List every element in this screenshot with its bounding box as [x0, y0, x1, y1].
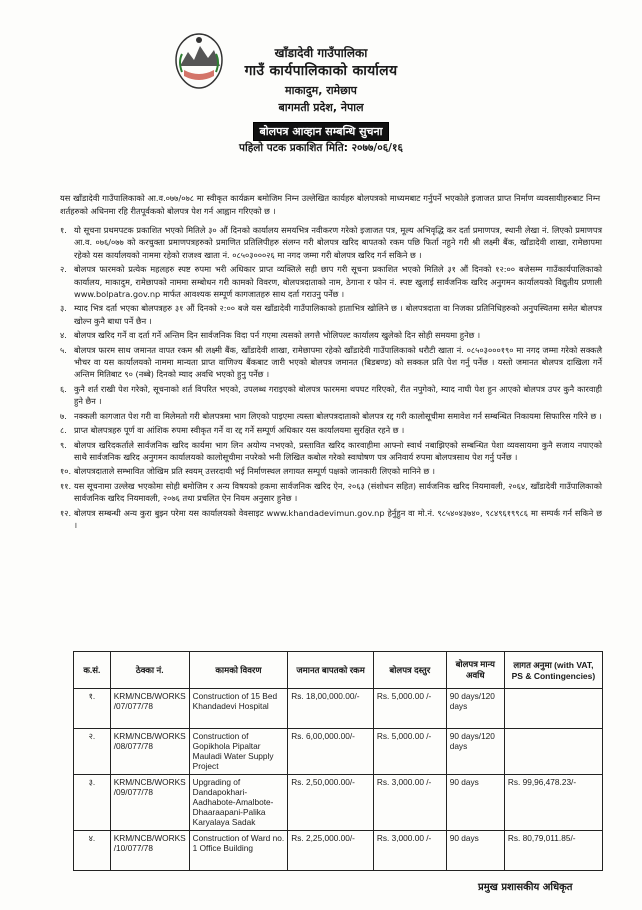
table-cell: Rs. 80,79,011.85/- [504, 831, 602, 871]
column-header: क.सं. [74, 652, 111, 689]
table-cell: Construction of Ward no. 1 Office Building [189, 831, 288, 871]
column-header: जमानत बापतको रकम [288, 652, 374, 689]
table-cell: Rs. 18,00,000.00/- [288, 689, 374, 729]
condition-number: १२. [60, 507, 72, 518]
condition-text: यो सूचना प्रथमपटक प्रकाशित भएको मितिले ३० औं दिनको कार्यालय समयभित्र नवीकरण गरेको इजाजत पत्र, मूल्य अभिवृद्धि कर दर्ता प्रमाणपत्र, स्थानी लेखा नं. लिएको प्रमाणपत्र आ.व. ०७६/०७७ को करचुक्ता प्रमाणपत्रहरुको प्रमाणित प्रतिलिपीहरु संलग्न गरी बोलपत्र खरिद बापतको रकम पछि फिर्ता नहुने गरी श्री लक्ष्मी बैंक, खाँडादेवी शाखा, रामेछापमा रहेको यस कार्यालयको नाममा रहेको राजश्व खाता नं. ०८५०३०००२६ मा नगद जम्मा गरी बोलपत्र खरिद गर्न सकिने छ । [74, 225, 602, 260]
condition-number: ६. [60, 383, 67, 394]
condition-text: यस सूचनामा उल्लेख भएकोमा सोही बमोजिम र अन्य विषयको हकमा सार्वजनिक खरिद ऐन, २०६३ (संशोधन सहित) सार्वजनिक खरिद नियमावली, २०६४, खाँडादेवी गाउँपालिकाको सार्वजनिक खरिद नियमावली, २०७६ तथा प्रचलित ऐन नियम अनुसार हुनेछ । [74, 480, 602, 504]
table-cell: Rs. 6,00,000.00/- [288, 729, 374, 775]
condition-item [60, 439, 602, 464]
condition-item [60, 480, 602, 505]
table-row [74, 831, 603, 871]
condition-number: १०. [60, 466, 72, 477]
table-row [74, 729, 603, 775]
table-cell: Construction of 15 Bed Khandadevi Hospital [189, 689, 288, 729]
condition-item [60, 424, 602, 436]
office-name: गाउँ कार्यपालिकाको कार्यालय [244, 63, 398, 79]
table-cell: Construction of Gopikhola Pipaltar Mauladi Water Supply Project [189, 729, 288, 775]
table-cell: 90 days/120 days [446, 729, 504, 775]
condition-text: बोलपत्र खरिदकर्ताले सार्वजनिक खरिद कार्यमा भाग लिन अयोग्य नभएको, प्रस्तावित खरिद कारवाहीमा आफ्नो स्वार्थ नबाझिएको सम्बन्धित पेशा व्यवसायमा कुनै सजाय नपाएको साथै सार्वजनिक खरिद अनुगमन कार्यालयको कालोसूचीमा नपरेको भनी लिखित कबोल गरेको स्वःघोषण पत्र अनिवार्य रुपमा बोलपत्रसाथ पेश गर्नु पर्नेछ । [74, 439, 602, 462]
condition-text: बोलपत्र फारम साथ जमानत वापत रकम श्री लक्ष्मी बैंक, खाँडादेवी शाखा, रामेछापमा रहेको खाँडादेवी गाउँपालिकाको धरौटी खाता नं. ०८५०३०००१९० मा नगद जम्मा गरेको सक्कलै भौचर वा यस कार्यालयको नाममा मान्यता प्राप्त वाणिज्य बैंकबाट जारी भएको बोलपत्र जमानत (बिडबण्ड) को सक्कल प्रति पेश गर्नु पर्नेछ । यस्तो जमानत बोलपत्र दाखिला गर्ने अन्तिम मितिबाट ९० (नब्बे) दिनको म्याद अवधि भएको हुनु पर्नेछ । [74, 344, 602, 380]
condition-item [60, 344, 602, 381]
table-cell: १. [74, 689, 111, 729]
table-cell: Rs. 3,000.00 /- [373, 831, 446, 871]
table-row [74, 775, 603, 831]
table-cell: ४. [74, 831, 111, 871]
condition-text: म्याद भित्र दर्ता भएका बोलपत्रहरु ३१ औं दिनको २:०० बजे यस खाँडादेवी गाउँपालिकाको हाताभित्र खोलिने छ । बोलपत्रदाता वा निजका प्रतिनिधिहरुको अनुपस्थितमा समेत बोलपत्र खोल्न कुनै बाधा पर्ने छैन । [74, 303, 602, 326]
condition-text: बोलपत्र खरिद गर्ने वा दर्ता गर्ने अन्तिम दिन सार्वजनिक विदा पर्न गएमा त्यसको लगत्तै भोलिपल्ट कार्यालय खुलेको दिन सोही समयमा हुनेछ । [74, 330, 481, 341]
column-header: लागत अनुमा (with VAT, PS & Contingencies) [504, 652, 602, 689]
notice-title: बोलपत्र आव्हान सम्बन्धि सुचना [253, 122, 390, 141]
condition-text: बोलपत्रदाताले सम्भावित जोखिम प्रति स्वयम् उत्तरदायी भई निर्माणस्थल लगायत सम्पूर्ण पक्षको जानकारी लिएको मानिने छ । [74, 466, 435, 477]
condition-item [60, 465, 602, 477]
table-cell: 90 days [446, 775, 504, 831]
condition-text: कुनै शर्त राखी पेश गरेको, सूचनाको शर्त विपरित भएको, उपलब्ध गराइएको बोलपत्र फारममा थपघट गरिएको, रीत नपुगेको, म्याद नाघी पेश हुन आएको बोलपत्र उपर कुनै कारवाही हुने छैन । [74, 383, 602, 407]
table-cell: KRM/NCB/WORKS /10/077/78 [110, 831, 189, 871]
publish-date: पहिलो पटक प्रकाशित मिति: २०७७/०६/१६ [239, 142, 403, 154]
table-cell: KRM/NCB/WORKS /09/077/78 [110, 775, 189, 831]
table-header-row [74, 652, 603, 689]
condition-number: ११. [60, 480, 72, 491]
condition-text: प्राप्त बोलपत्रहरु पूर्ण वा आंशिक रुपमा स्वीकृत गर्ने वा रद्द गर्ने सम्पूर्ण अधिकार यस कार्यालयमा सुरक्षित रहने छ । [74, 425, 405, 436]
column-header: बोलपत्र दस्तुर [373, 652, 446, 689]
condition-number: ९. [60, 439, 67, 450]
condition-number: ८. [60, 425, 67, 436]
table-cell: Rs. 5,000.00 /- [373, 689, 446, 729]
table-cell [504, 689, 602, 729]
table-cell: KRM/NCB/WORKS /08/077/78 [110, 729, 189, 775]
column-header: कामको विवरण [189, 652, 288, 689]
table-cell: Upgrading of Dandapokhari-Aadhabote-Amalbote-Dhaaraapani-Palika Karyalaya Sadak [189, 775, 288, 831]
province-name: बागमती प्रदेश, नेपाल [278, 101, 364, 114]
condition-item [60, 507, 602, 532]
condition-item [60, 410, 602, 422]
table-cell: Rs. 2,50,000.00/- [288, 775, 374, 831]
column-header: बोलपत्र मान्य अवधि [446, 652, 504, 689]
condition-number: ५. [60, 344, 67, 355]
table-cell [504, 729, 602, 775]
condition-text: बोलपत्र फारमको प्रत्येक महलहरु स्पष्ट रुपमा भरी अधिकार प्राप्त व्यक्तिले सही छाप गरी सूचना प्रकाशित भएको मितिले ३१ औं दिनको १२:०० बजेसम्म गाउँकार्यपालिकाको कार्यालय, माकादुम, रामेछापको नाममा सम्बोधन गरी कामको विवरण, बोलपत्रदाताको नाम, ठेगाना र फोन नं. स्पष्ट खुलाई सार्वजनिक खरिद अनुगमन कार्यालयको विद्युतीय प्रणाली www.bolpatra.gov.np मार्फत आवश्यक सम्पूर्ण कागजातहरु साथ दर्ता गराउनु पर्नेछ । [74, 264, 602, 300]
table-cell: 90 days [446, 831, 504, 871]
table-cell: Rs. 3,000.00 /- [373, 775, 446, 831]
condition-text: बोलपत्र सम्बन्धी अन्य कुरा बुझ्न परेमा यस कार्यालयको वेवसाइट www.khandadevimun.gov.np हेर्नुहुन वा मो.नं. ९८५४०४३७४०, ९८४९६१९९८६ मा सम्पर्क गर्न सकिने छ । [74, 507, 602, 530]
table-cell: KRM/NCB/WORKS /07/077/78 [110, 689, 189, 729]
intro-paragraph: यस खाँडादेवी गाउँपालिकाको आ.व.०७७/०७८ मा स्वीकृत कार्यक्रम बमोजिम निम्न उल्लेखित कार्यहरु बोलपत्रको माध्यमबाट गर्नुपर्ने भएकोले इजाजत प्राप्त निर्माण व्यवसायीहरुबाट निम्न शर्तहरुको अधिनमा रहि रीतपूर्वकको बोलपत्र पेश गर्न आह्वान गरिएको छ । [60, 193, 600, 216]
signature-title: प्रमुख प्रशासकीय अधिकृत [478, 882, 573, 893]
condition-item [60, 329, 602, 341]
condition-item [60, 302, 602, 327]
tender-table [73, 651, 603, 871]
condition-text: नक्कली कागजात पेश गरी वा मिलेमतो गरी बोलपत्रमा भाग लिएको पाइएमा त्यस्ता बोलपत्रदाताको बोलपत्र रद्द गरी कालोसूचीमा समावेश गर्न सम्बन्धित निकायमा सिफारिस गरिने छ । [74, 410, 602, 421]
condition-item [60, 263, 602, 300]
condition-number: ७. [60, 410, 67, 421]
condition-number: ३. [60, 303, 67, 314]
condition-number: ४. [60, 330, 67, 341]
table-cell: ३. [74, 775, 111, 831]
conditions-list [60, 224, 602, 533]
table-cell: २. [74, 729, 111, 775]
table-row [74, 689, 603, 729]
condition-number: १. [60, 225, 67, 235]
table-cell: 90 days/120 days [446, 689, 504, 729]
table-cell: Rs. 99,96,478.23/- [504, 775, 602, 831]
table-cell: Rs. 5,000.00 /- [373, 729, 446, 775]
office-location: माकादुम, रामेछाप [285, 84, 357, 97]
condition-item [60, 383, 602, 408]
condition-item [60, 224, 602, 261]
municipality-name: खाँडादेवी गाउँपालिका [274, 46, 368, 60]
condition-number: २. [60, 264, 67, 275]
table-cell: Rs. 2,25,000.00/- [288, 831, 374, 871]
column-header: ठेक्का नं. [110, 652, 189, 689]
